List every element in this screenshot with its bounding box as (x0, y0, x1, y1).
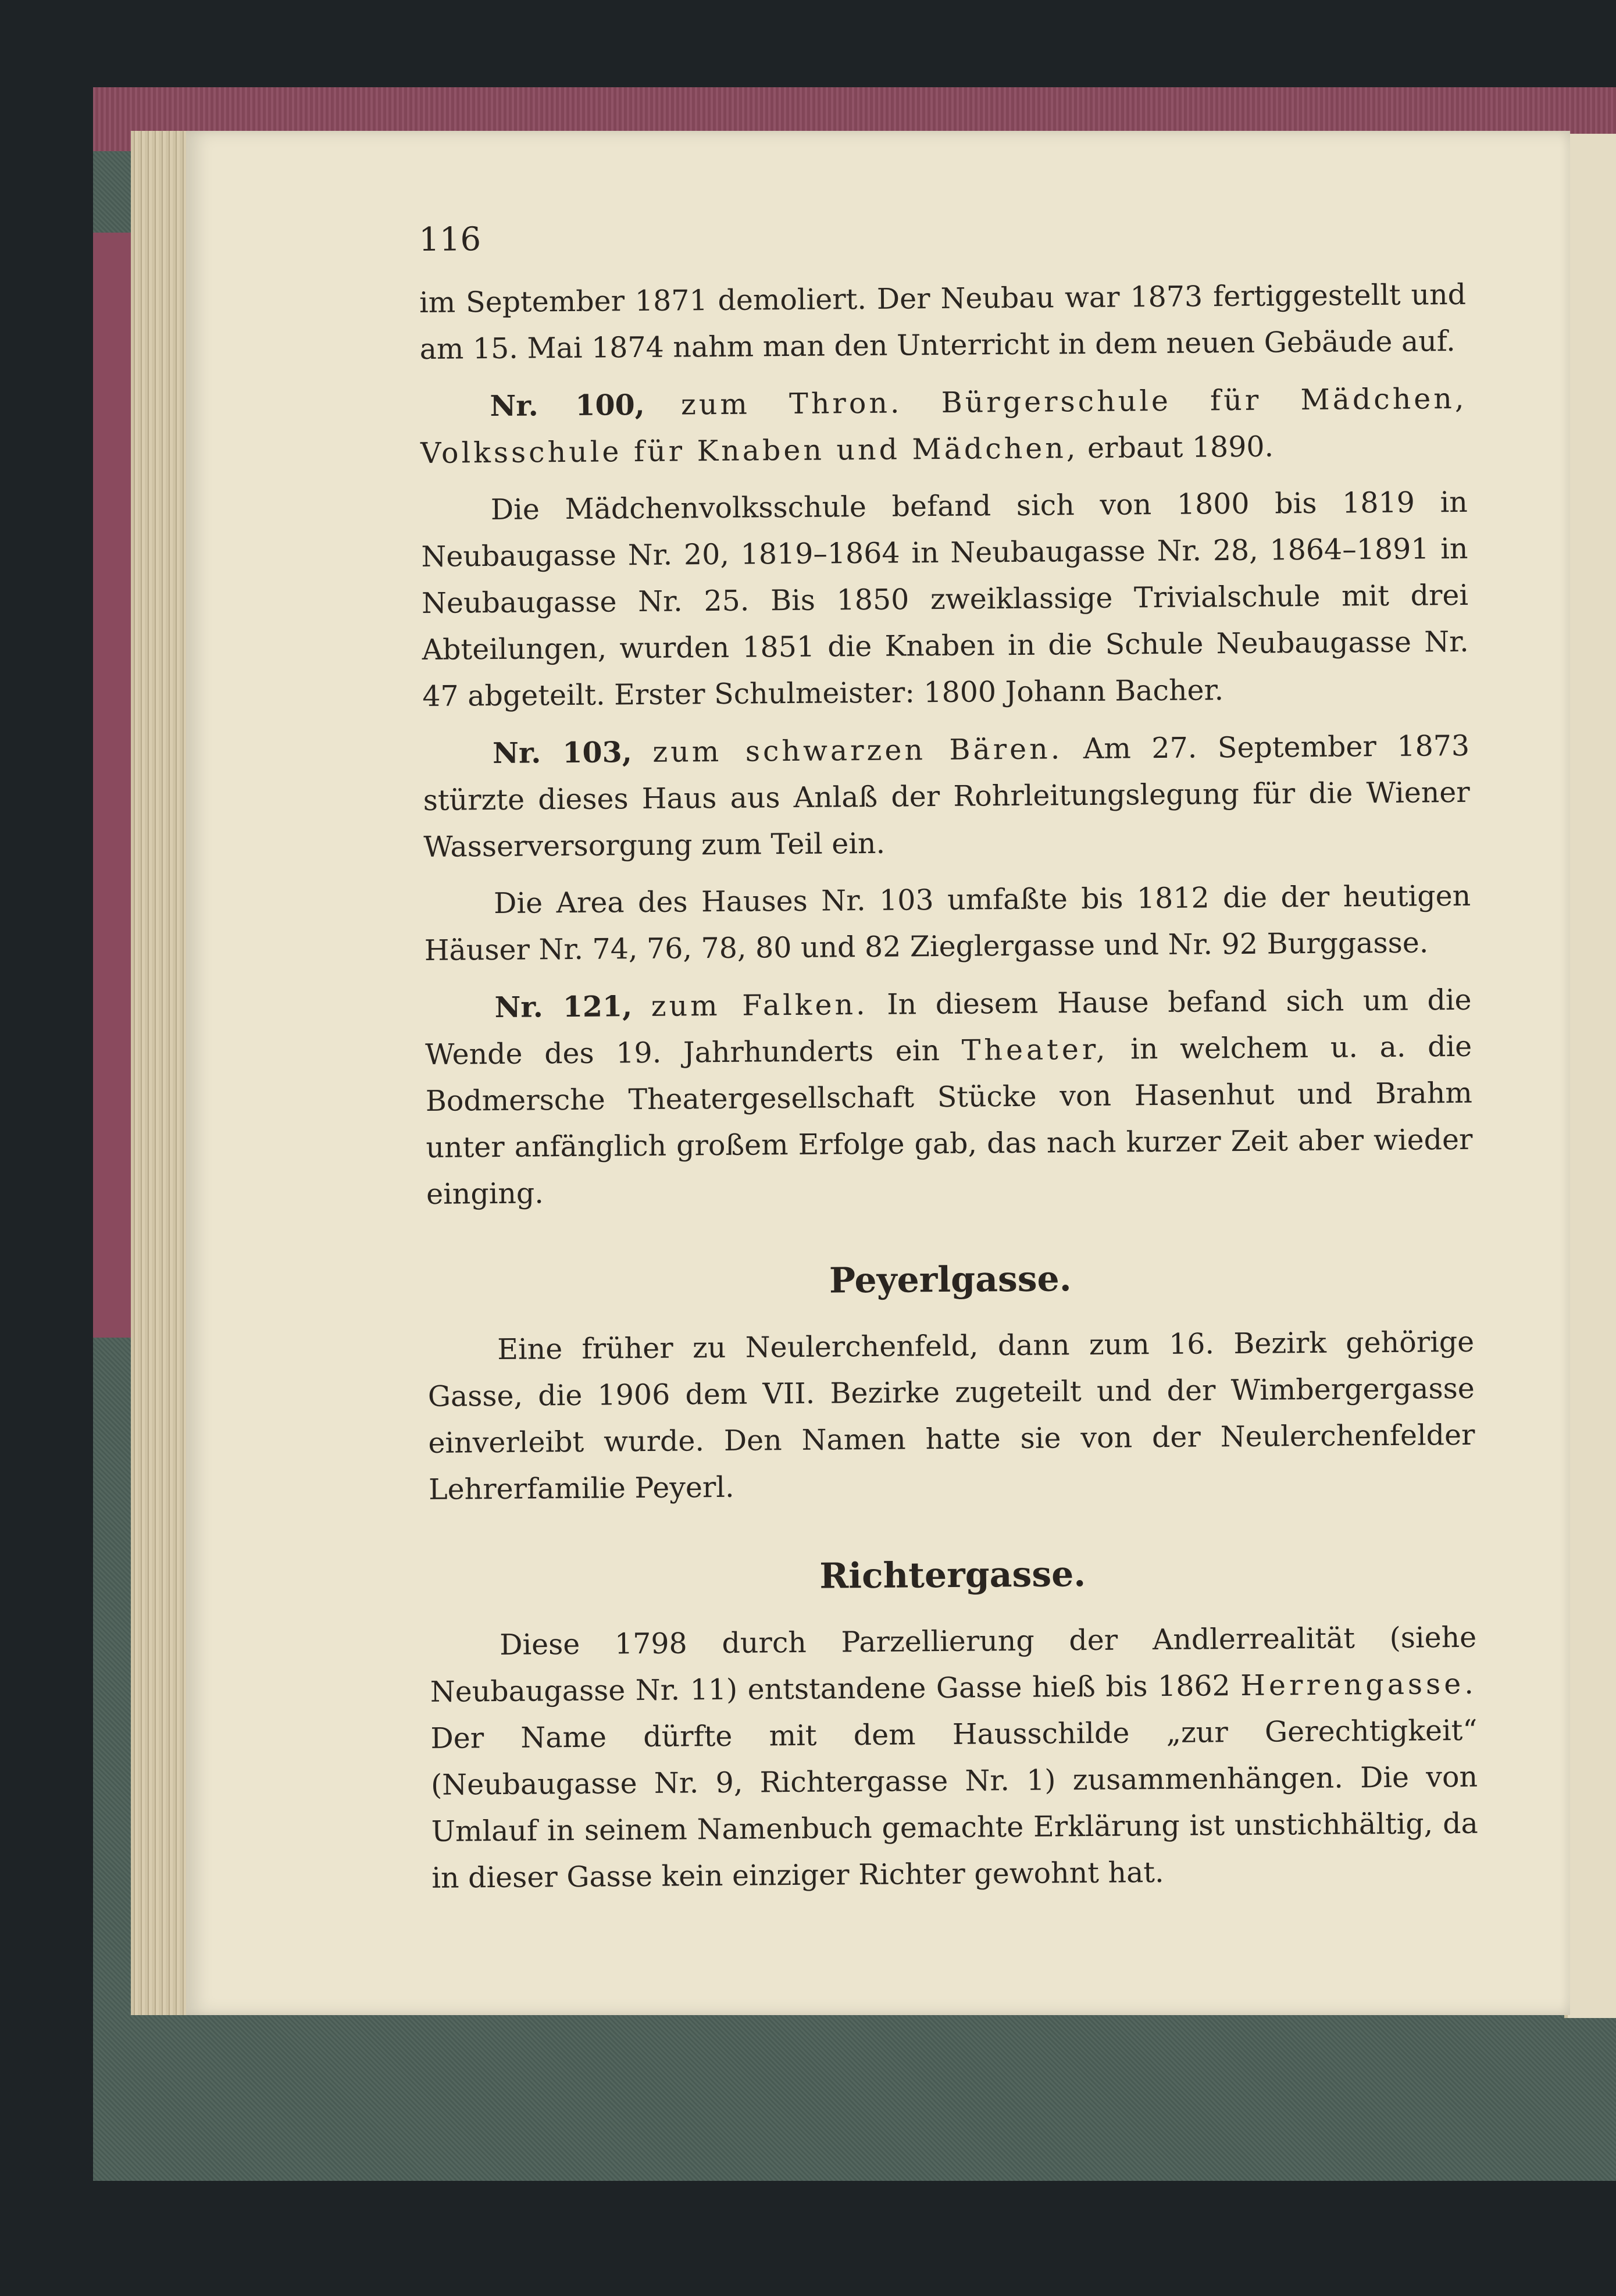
heading-peyerlgasse: Peyerlgasse. (829, 1258, 1072, 1302)
paragraph-text: Diese 1798 durch Parzellierung der Andlerrealität (siehe Neubaugasse Nr. 11) entstandene Gasse hieß bis 1862 (430, 1620, 1477, 1709)
paragraph-richtergasse (430, 1614, 1479, 1902)
adjacent-page-edge (1564, 134, 1616, 2018)
entry-label: Nr. 103, (492, 735, 632, 771)
paragraph-text: Die Mädchenvolksschule befand sich von 1800 bis 1819 in Neubaugasse Nr. 20, 1819–1864 in Neubaugasse Nr. 28, 1864–1891 in Neubaugasse Nr. 25. Bis 1850 zweiklassige Trivialschule mit drei Abteilungen, wurden 1851 die Knaben in die Schule Neubaugasse Nr. 47 abgeteilt. Erster Schulmeister: 1800 Johann Bacher. (421, 485, 1469, 713)
page-text (419, 216, 1479, 1912)
entry-title: zum Thron. Bürgerschule für Mädchen, Volksschule für Knaben und Mädchen, (420, 382, 1467, 470)
spaced-word: Herrengasse. (1240, 1667, 1477, 1702)
entry-text: erbaut 1890. (1078, 430, 1274, 465)
entry-text: In diesem Hause befand sich um die Wende des 19. Jahrhunderts ein (424, 983, 1472, 1071)
entry-title: zum Falken. (651, 987, 868, 1023)
page-edge-stack (131, 131, 195, 2015)
entry-nr-100 (420, 375, 1467, 477)
page-number: 116 (418, 220, 481, 259)
entry-nr-121 (424, 976, 1473, 1218)
paragraph-text: Eine früher zu Neulerchenfeld, dann zum 16. Bezirk gehörige Gasse, die 1906 dem VII. Bezirke zugeteilt und der Wimbergergasse einverleibt wurde. Den Namen hatte sie von der Neulerchenfelder Lehrerfamilie Peyerl. (427, 1325, 1475, 1506)
paragraph-3 (421, 479, 1469, 720)
entry-label: Nr. 121, (494, 989, 633, 1025)
spaced-word: Theater, (961, 1032, 1109, 1067)
entry-title: zum schwarzen Bären. (652, 732, 1063, 769)
paragraph-1 (419, 272, 1467, 373)
paragraph-text: Der Name dürfte mit dem Hausschilde „zur Gerechtigkeit“ (Neubaugasse Nr. 9, Richtergasse Nr. 1) zusammenhängen. Die von Umlauf in seinem Namenbuch gemachte Erklärung ist unstichhältig, da in dieser Gasse kein einziger Richter gewohnt hat. (430, 1713, 1478, 1895)
heading-richtergasse: Richtergasse. (819, 1554, 1086, 1597)
entry-text: Am 27. September 1873 stürzte dieses Haus aus Anlaß der Rohrleitungslegung für die Wiener Wasserversorgung zum Teil ein. (423, 729, 1470, 864)
entry-nr-103 (423, 722, 1471, 871)
paragraph-peyerlgasse (427, 1319, 1475, 1513)
paragraph-text: im September 1871 demoliert. Der Neubau war 1873 fertiggestellt und am 15. Mai 1874 nahm man den Unterricht in dem neuen Gebäude auf. (419, 277, 1467, 366)
paragraph-5 (424, 873, 1471, 974)
paragraph-text: Die Area des Hauses Nr. 103 umfaßte bis 1812 die der heutigen Häuser Nr. 74, 76, 78, 80 und 82 Zieglergasse und Nr. 92 Burggasse. (424, 879, 1471, 967)
book-page (186, 131, 1570, 2015)
entry-text: in welchem u. a. die Bodmersche Theatergesellschaft Stücke von Hasenhut und Brahm unter anfänglich großem Erfolge gab, das nach kurzer Zeit aber wieder einging. (425, 1029, 1473, 1211)
entry-label: Nr. 100, (490, 387, 645, 423)
